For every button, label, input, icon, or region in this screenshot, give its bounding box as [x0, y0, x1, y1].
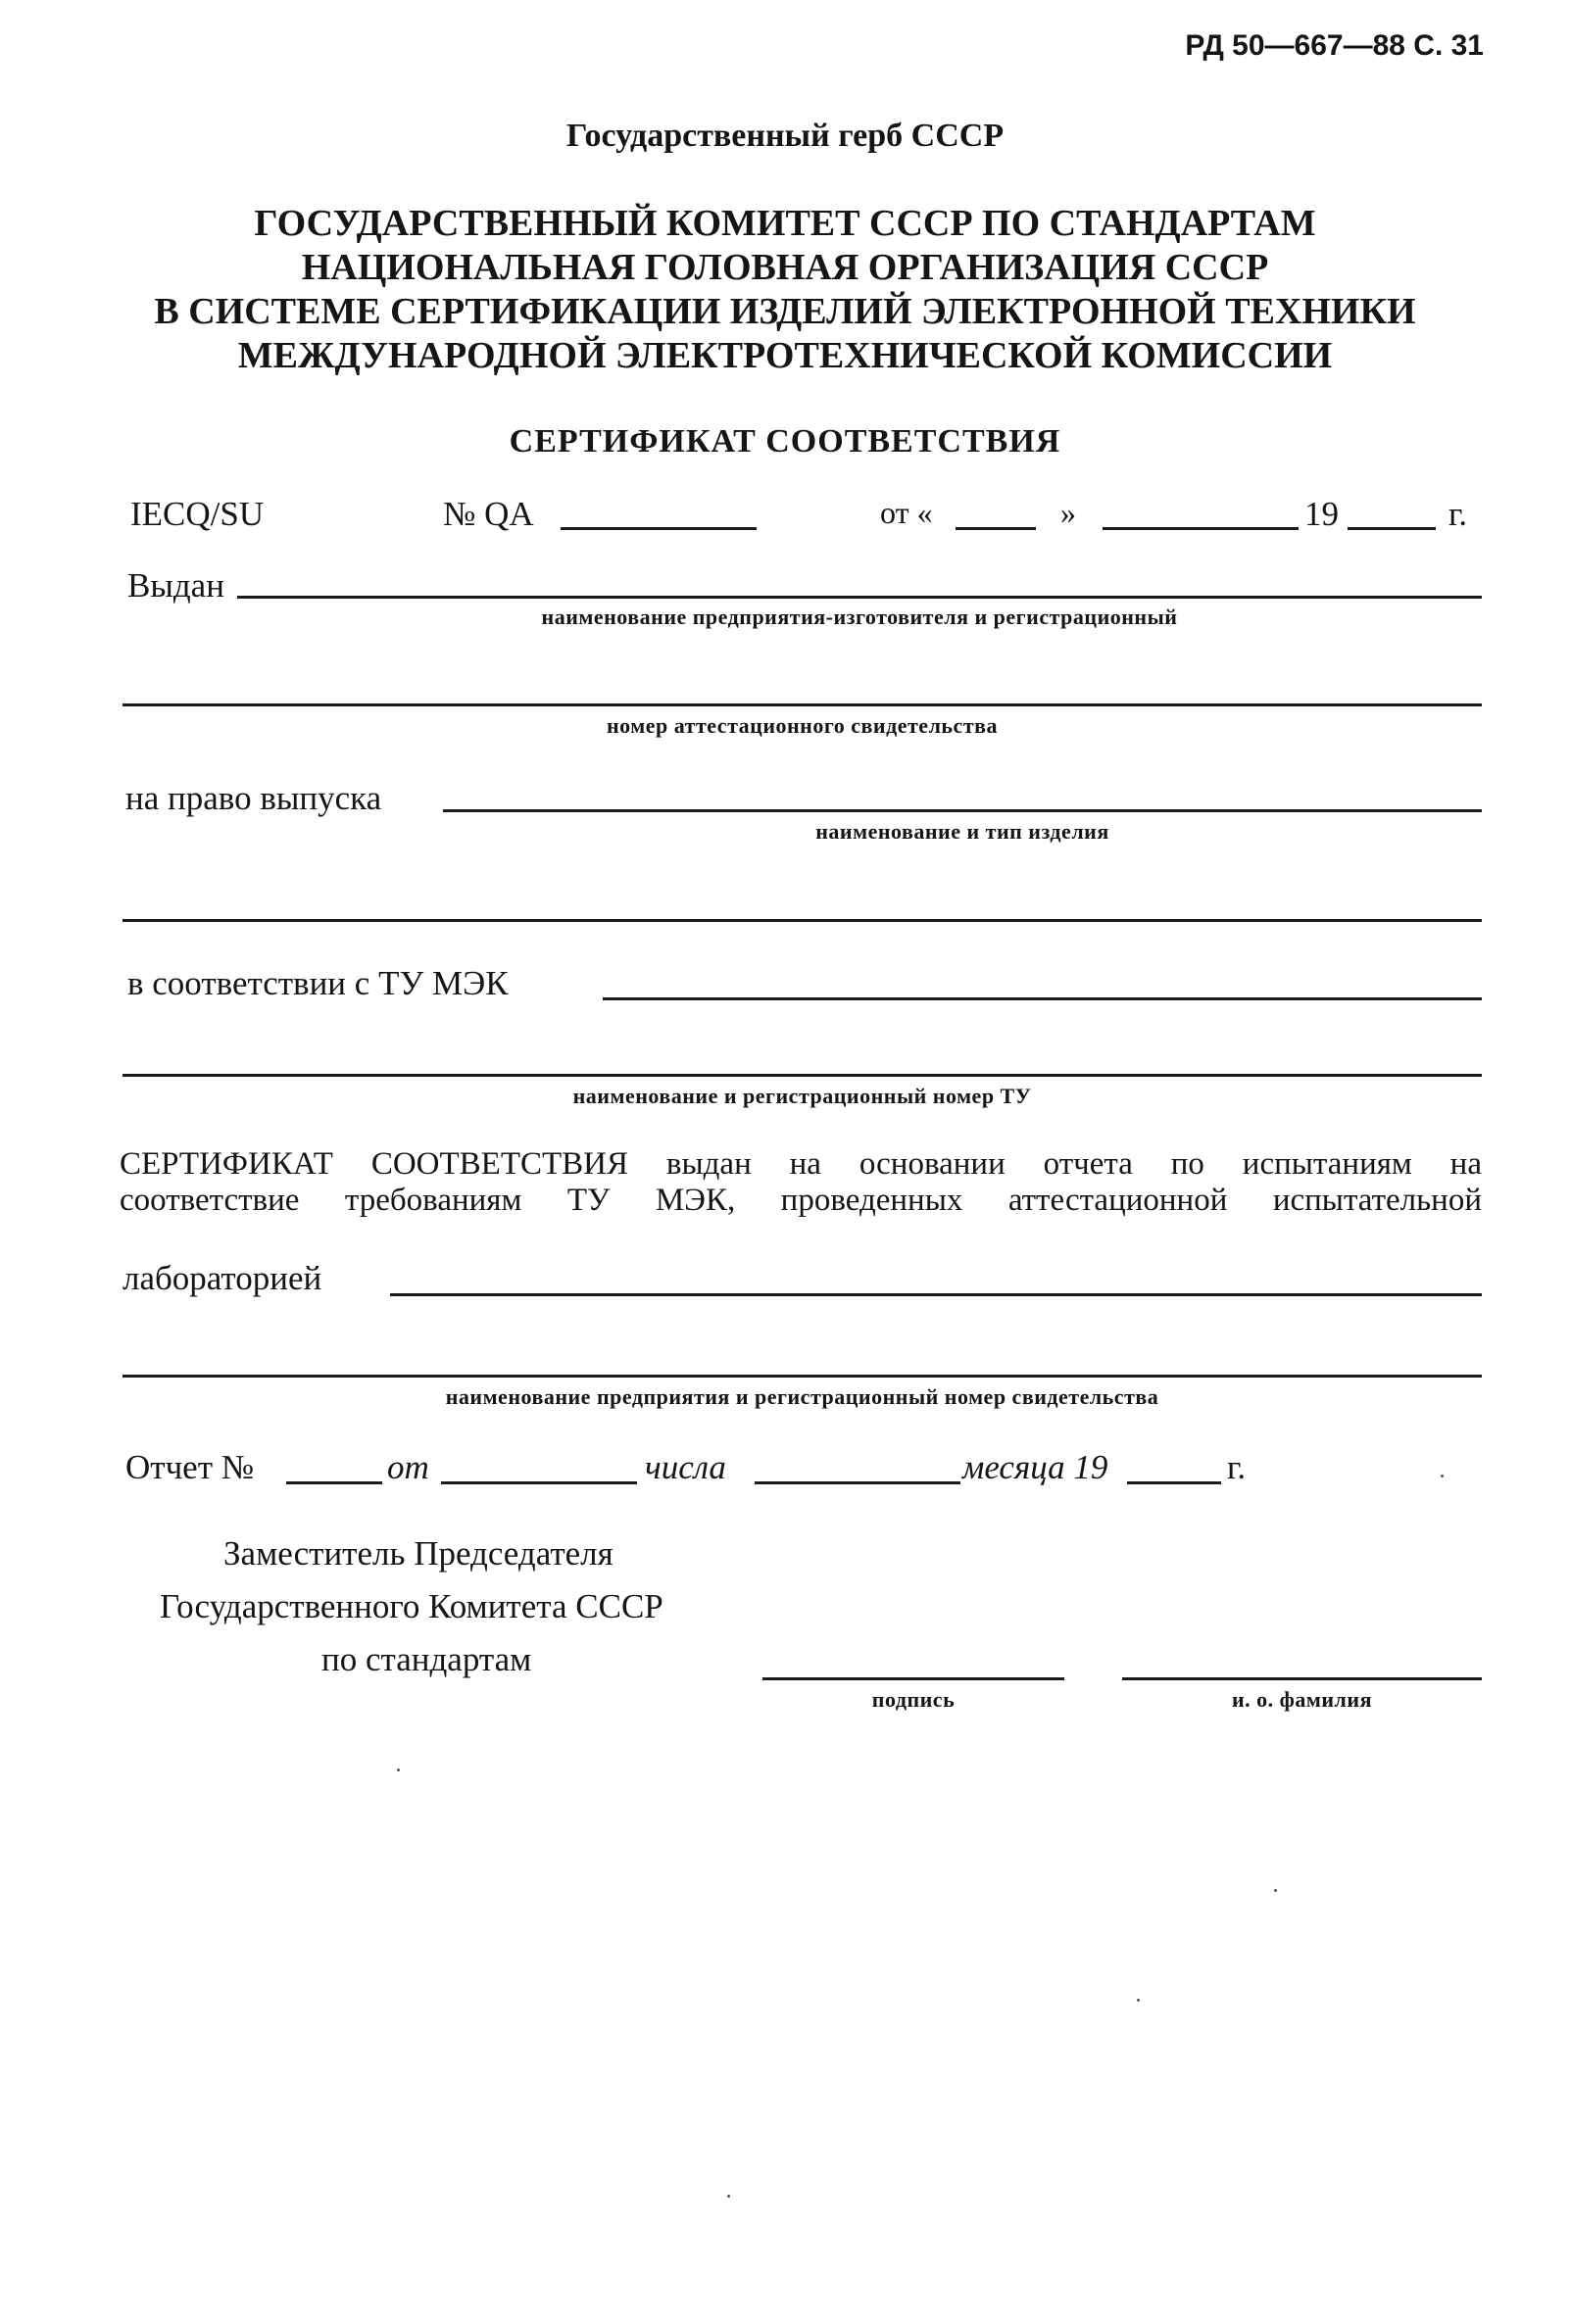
signatory-line-1: Заместитель Председателя	[223, 1534, 613, 1573]
name-caption: и. о. фамилия	[1232, 1687, 1372, 1712]
scan-speck	[727, 2195, 730, 2198]
header-line-4: МЕЖДУНАРОДНОЙ ЭЛЕКТРОТЕХНИЧЕСКОЙ КОМИССИИ	[237, 335, 1333, 376]
header-line-2: НАЦИОНАЛЬНАЯ ГОЛОВНАЯ ОРГАНИЗАЦИЯ СССР	[301, 247, 1269, 288]
lab-caption: наименование предприятия и регистрационный номер свидетельства	[445, 1384, 1159, 1409]
spec-field[interactable]	[603, 997, 1482, 1000]
system-code: IECQ/SU	[130, 495, 265, 533]
release-label: на право выпуска	[125, 779, 382, 817]
emblem-caption: Государственный герб СССР	[565, 118, 1005, 154]
issued-caption-1: наименование предприятия-изготовителя и регистрационный	[541, 605, 1178, 629]
report-month-label: месяца 19	[962, 1448, 1108, 1486]
issued-label: Выдан	[127, 566, 224, 605]
spec-field-2[interactable]	[123, 1074, 1482, 1077]
issued-caption-2: номер аттестационного свидетельства	[606, 713, 999, 738]
signatory-line-2: Государственного Комитета СССР	[160, 1587, 663, 1625]
date-year-field[interactable]	[1348, 527, 1436, 530]
lab-label: лабораторией	[123, 1259, 322, 1297]
basis-line-2: соответствие требованиям ТУ МЭК, проведенных аттестационной испытательной	[120, 1183, 1482, 1218]
signature-caption: подпись	[871, 1687, 956, 1712]
date-quote-close: »	[1060, 495, 1076, 530]
product-name-field-2[interactable]	[123, 919, 1482, 922]
per-spec-label: в соответствии с ТУ МЭК	[127, 964, 509, 1002]
year-prefix: 19	[1304, 495, 1339, 533]
scan-speck	[1137, 1999, 1140, 2002]
product-name-field[interactable]	[443, 809, 1482, 812]
signatory-line-3: по стандартам	[321, 1640, 532, 1678]
qa-number-field[interactable]	[561, 527, 757, 530]
header-line-3: В СИСТЕМЕ СЕРТИФИКАЦИИ ИЗДЕЛИЙ ЭЛЕКТРОННОЙ ТЕХНИКИ	[154, 291, 1416, 332]
report-number-field[interactable]	[286, 1481, 382, 1484]
date-day-field[interactable]	[956, 527, 1036, 530]
issued-to-field[interactable]	[237, 596, 1482, 599]
scan-speck	[397, 1768, 400, 1771]
spec-caption: наименование и регистрационный номер ТУ	[572, 1084, 1032, 1108]
qa-number-label: № QA	[443, 495, 534, 533]
certificate-title: СЕРТИФИКАТ СООТВЕТСТВИЯ	[509, 423, 1061, 460]
name-field[interactable]	[1122, 1677, 1482, 1680]
report-day-label: числа	[645, 1448, 726, 1486]
date-from-label: от «	[880, 495, 933, 530]
lab-field-2[interactable]	[123, 1375, 1482, 1378]
page-reference: РД 50—667—88 С. 31	[1185, 29, 1484, 62]
scan-speck	[1274, 1889, 1277, 1892]
report-month-field[interactable]	[755, 1481, 960, 1484]
report-from-label: от	[387, 1448, 429, 1486]
header-line-1: ГОСУДАРСТВЕННЫЙ КОМИТЕТ СССР ПО СТАНДАРТАМ	[254, 203, 1316, 244]
signature-field[interactable]	[762, 1677, 1064, 1680]
year-suffix: г.	[1448, 495, 1468, 533]
report-label: Отчет №	[125, 1448, 255, 1486]
report-day-field[interactable]	[441, 1481, 637, 1484]
issued-to-field-2[interactable]	[123, 703, 1482, 706]
report-year-suffix: г.	[1227, 1448, 1247, 1486]
date-month-field[interactable]	[1103, 527, 1299, 530]
report-year-field[interactable]	[1127, 1481, 1221, 1484]
basis-line-1: СЕРТИФИКАТ СООТВЕТСТВИЯ выдан на основании отчета по испытаниям на	[120, 1146, 1482, 1182]
product-caption: наименование и тип изделия	[815, 819, 1109, 844]
scan-speck	[1441, 1475, 1444, 1477]
lab-field[interactable]	[390, 1293, 1482, 1296]
